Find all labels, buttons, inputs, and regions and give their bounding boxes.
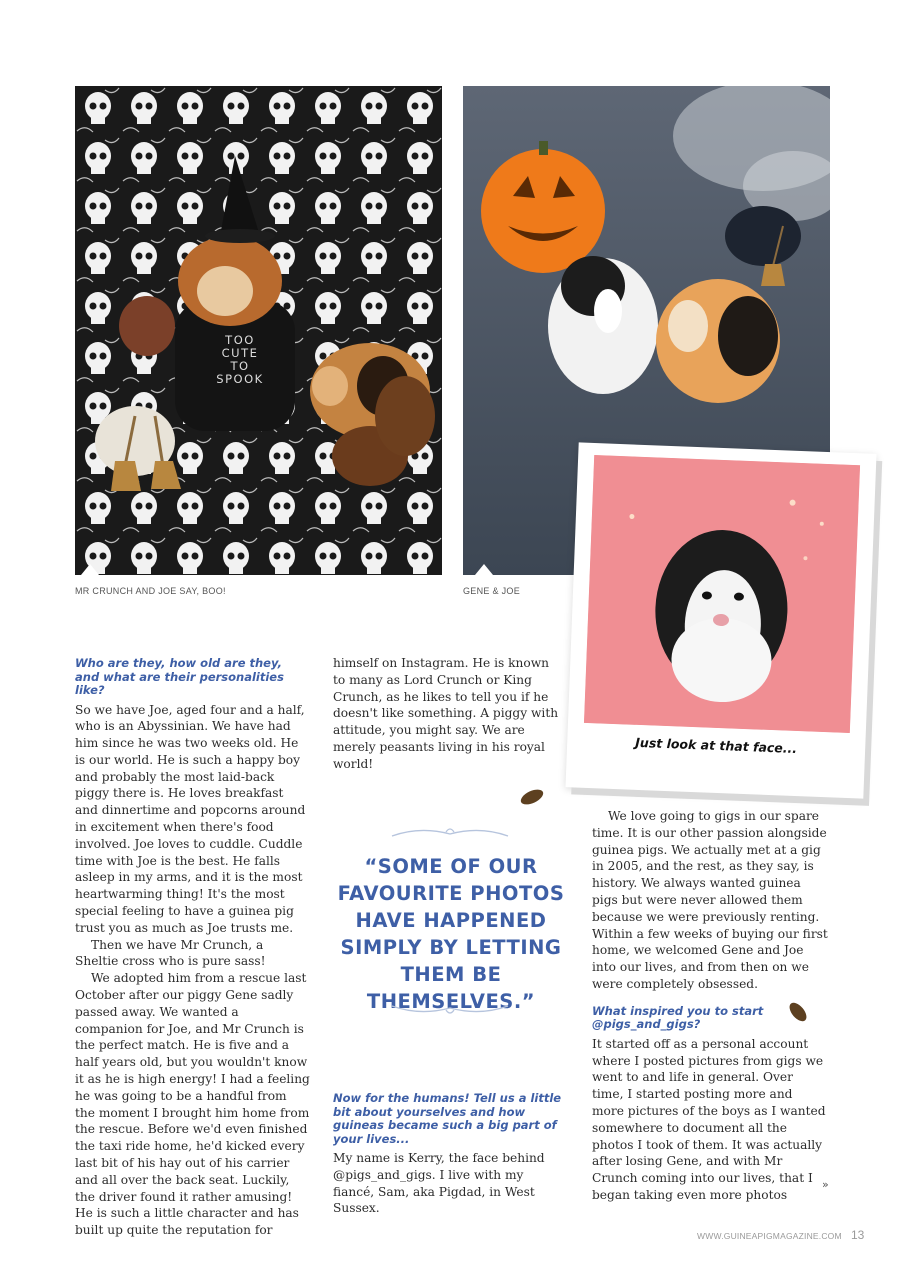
pellet-icon [784,1000,812,1024]
flourish-divider [390,998,510,1020]
pull-quote: “SOME OF OUR FAVOURITE PHOTOS HAVE HAPPENED SIMPLY BY LETTING THEM BE THEMSELVES.” [337,855,565,1013]
page-number: 13 [851,1228,865,1242]
sign-text: TOO CUTE TO SPOOK [216,333,264,386]
flourish-divider [390,822,510,844]
pellet-icon [518,787,546,807]
column-2-bottom [333,1092,568,1217]
photo-notch [475,564,493,575]
photo-mr-crunch-and-joe [75,86,442,575]
paragraph: My name is Kerry, the face behind @pigs_and_gigs. I live with my fiancé, Sam, aka Pigdad, in West Sussex. [333,1151,545,1216]
column-2-top [333,655,561,773]
question-heading: Now for the humans! Tell us a little bit about yourselves and how guineas became such a big part of your lives... [333,1091,562,1146]
question-heading: Who are they, how old are they, and what are their personalities like? [75,656,284,697]
paragraph: It started off as a personal account where I posted pictures from gigs we went to and life in general. Over time, I started posting more and more pictures of the boys as I wanted somewhere to document all the photos I took of them. It was actually after losing Gene, and with Mr Crunch coming into our lives, that I began taking even more photos [592,1036,826,1202]
photo-caption-right: GENE & JOE [463,586,521,596]
photo-caption-left: MR CRUNCH AND JOE SAY, BOO! [75,586,226,596]
footer-url: WWW.GUINEAPIGMAGAZINE.COM [697,1231,842,1241]
polaroid-caption: Just look at that face... [635,734,798,757]
skull-fabric-scene [75,86,442,575]
photo-notch [81,564,99,575]
paragraph: We adopted him from a rescue last October after our piggy Gene sadly passed away. We wanted a companion for Joe, and Mr Crunch is the perfect match. He is five and a half years old, but you wouldn't know it as he is high energy! I had a feeling he was going to be a handful from the moment I brought him home from the rescue. Before we'd even finished the taxi ride home, he'd kicked every last bit of his hay out of his carrier and all over the back seat. Luckily, the driver found it rather amusing! He is such a little character and has built up quite the reputation for [75,971,310,1238]
polaroid-card [565,442,876,798]
column-1 [75,657,310,1239]
guinea-pig-portrait [584,455,860,733]
polaroid-photo [584,455,860,733]
question-heading: What inspired you to start @pigs_and_gigs? [592,1003,764,1032]
paragraph: We love going to gigs in our spare time. It is our other passion alongside guinea pigs. We actually met at a gig in 2005, and the rest, as they say, is history. We always wanted guinea pigs but were never allowed them because we were previously renting. Within a few weeks of buying our first home, we welcomed Gene and Joe into our lives, and from then on we were completely obsessed. [592,809,828,991]
continue-mark: » [822,1178,829,1191]
paragraph: Then we have Mr Crunch, a Sheltie cross who is pure sass! [75,937,266,969]
paragraph: himself on Instagram. He is known to many as Lord Crunch or King Crunch, as he likes to tell you if he doesn't like something. A piggy with attitude, you might say. We are merely peasants living in his royal world! [333,656,559,771]
paragraph: So we have Joe, aged four and a half, who is an Abyssinian. We have had him since he was two weeks old. He is our world. He is such a happy boy and probably the most laid-back piggy there is. He loves breakfast and dinnertime and popcorns around in excitement when there's food involved. Joe loves to cuddle. Cuddle time with Joe is the best. He falls asleep in my arms, and it is the most heartwarming thing! It's the most special feeling to have a guinea pig trust you as much as Joe trusts me. [75,702,306,935]
